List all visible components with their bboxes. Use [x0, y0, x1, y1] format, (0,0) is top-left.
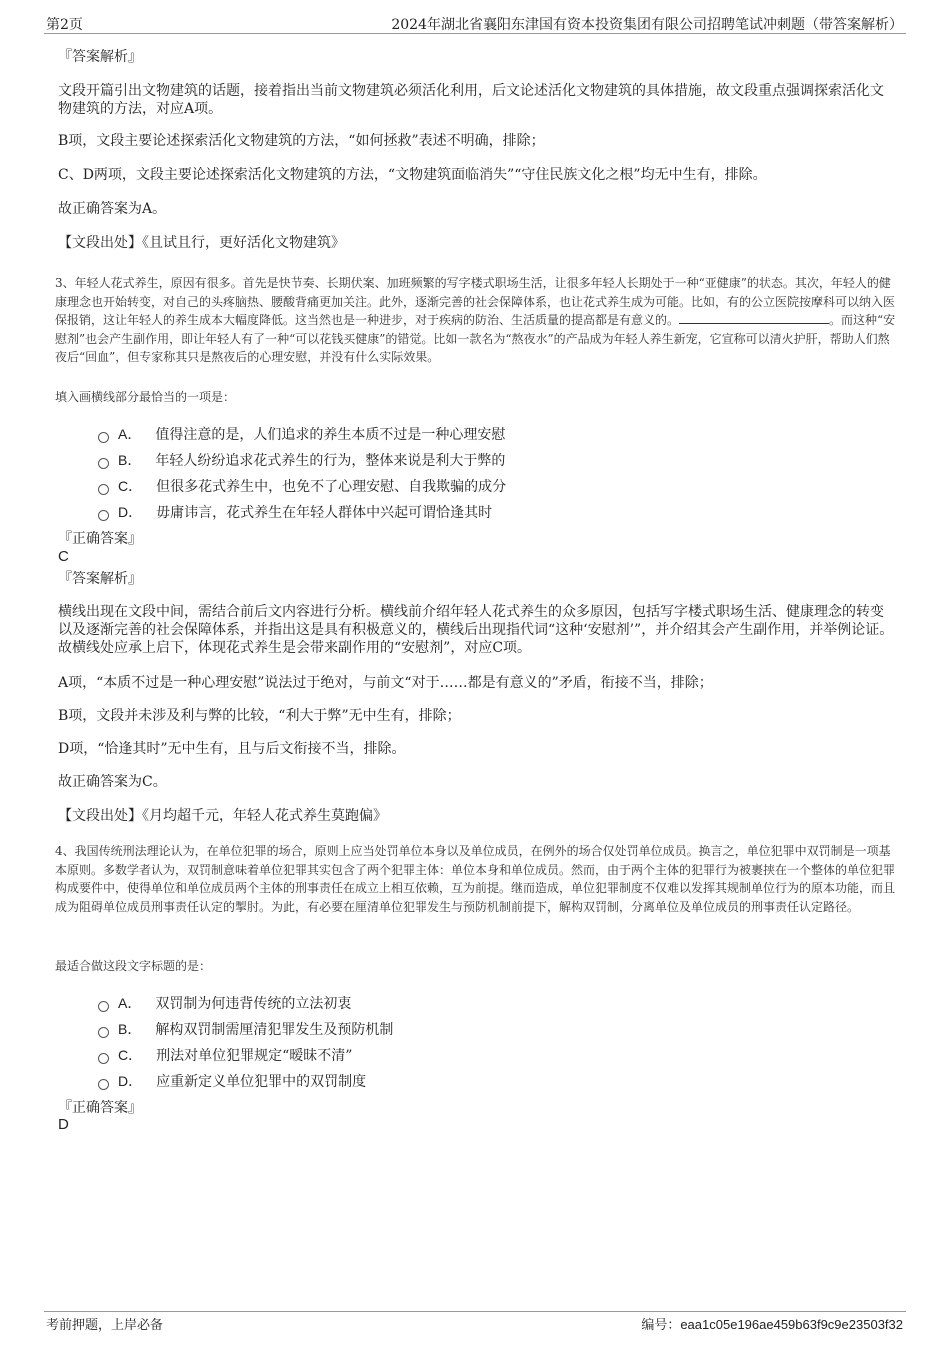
q2-conclusion: 故正确答案为A。 — [58, 201, 167, 217]
q3-option-d[interactable]: D． 毋庸讳言，花式养生在年轻人群体中兴起可谓恰逢其时 — [98, 502, 492, 522]
radio-icon[interactable] — [98, 458, 109, 469]
q4-option-b[interactable]: B． 解构双罚制需厘清犯罪发生及预防机制 — [98, 1019, 393, 1039]
q2-analysis-p1: 文段开篇引出文物建筑的话题，接着指出当前文物建筑必须活化利用，后文论述活化文物建筑的具体措施，故文段重点强调探索活化文物建筑的方法，对应A项。 — [58, 83, 884, 117]
page-number: 第2页 — [46, 17, 83, 33]
q3-blank — [679, 311, 829, 324]
q3-answer-label: 『正确答案』 — [58, 531, 142, 547]
q2-analysis-label: 『答案解析』 — [58, 49, 142, 65]
footer-code-value: eaa1c05e196ae459b63f9c9e23503f32 — [680, 1317, 903, 1332]
footer-slogan: 考前押题，上岸必备 — [46, 1318, 164, 1333]
q3-analysis-p1: 横线出现在文段中间，需结合前后文内容进行分析。横线前介绍年轻人花式养生的众多原因，包括写字楼式职场生活、健康理念的转变以及逐渐完善的社会保障体系，并指出这是具有积极意义的，横线后出现指代词“这种‘安慰剂’”，并介绍其会产生副作用，并举例论证。故横线处应承上启下，体现花式养生是会带来副作用的“安慰剂”，对应C项。 — [58, 604, 894, 656]
q4-option-a[interactable]: A． 双罚制为何违背传统的立法初衷 — [98, 993, 351, 1013]
radio-icon[interactable] — [98, 1053, 109, 1064]
q2-analysis-p3: C、D两项，文段主要论述探索活化文物建筑的方法，“文物建筑面临消失”“守住民族文化之根”均无中生有，排除。 — [58, 167, 767, 183]
q3-prompt: 填入画横线部分最恰当的一项是： — [55, 390, 236, 404]
footer-code — [641, 1314, 903, 1333]
q4-option-d[interactable]: D． 应重新定义单位犯罪中的双罚制度 — [98, 1071, 366, 1091]
q3-option-c[interactable]: C． 但很多花式养生中，也免不了心理安慰、自我欺骗的成分 — [98, 476, 506, 496]
q3-option-b[interactable]: B． 年轻人纷纷追求花式养生的行为，整体来说是利大于弊的 — [98, 450, 505, 470]
radio-icon[interactable] — [98, 1079, 109, 1090]
radio-icon[interactable] — [98, 510, 109, 521]
radio-icon[interactable] — [98, 1001, 109, 1012]
footer-divider — [44, 1311, 906, 1312]
footer-code-label: 编号： — [641, 1318, 681, 1333]
q3-stem-part2: 。而这种“安慰剂”也会产生副作用，即让年轻人有了一种“可以花钱买健康”的错觉。比如一款名为“熬夜水”的产品成为年轻人养生新宠，它宣称可以清火护肝，帮助人们熬夜后“回血”，但专家称其只是熬夜后的心理安慰，并没有什么实际效果。 — [55, 313, 896, 364]
q3-stem-part1: 3、年轻人花式养生，原因有很多。首先是快节奏、长期伏案、加班频繁的写字楼式职场生活，让很多年轻人长期处于一种“亚健康”的状态。其次，年轻人的健康理念也开始转变，对自己的头疼脑热、腰酸背痛更加关注。此外，逐渐完善的社会保障体系，也让花式养生成为可能。比如，有的公立医院按摩科可以纳入医保报销，这让年轻人的养生成本大幅度降低。这当然也是一种进步，对于疾病的防治、生活质量的提高都是有意义的。 — [55, 276, 896, 327]
header-divider — [44, 33, 906, 34]
q3-analysis-p3: B项，文段并未涉及利与弊的比较，“利大于弊”无中生有，排除； — [58, 708, 461, 724]
q4-option-c[interactable]: C． 刑法对单位犯罪规定“暧昧不清” — [98, 1045, 352, 1065]
q2-source: 【文段出处】《且试且行，更好活化文物建筑》 — [58, 235, 345, 251]
radio-icon[interactable] — [98, 432, 109, 443]
q3-analysis-label: 『答案解析』 — [58, 571, 142, 587]
q3-analysis-p4: D项，“恰逢其时”无中生有，且与后文衔接不当，排除。 — [58, 741, 406, 757]
document-title: 2024年湖北省襄阳东津国有资本投资集团有限公司招聘笔试冲刺题（带答案解析） — [391, 17, 903, 33]
q3-source: 【文段出处】《月均超千元，年轻人花式养生莫跑偏》 — [58, 808, 387, 824]
q3-conclusion: 故正确答案为C。 — [58, 774, 167, 790]
q4-prompt: 最适合做这段文字标题的是： — [55, 959, 212, 973]
radio-icon[interactable] — [98, 484, 109, 495]
q3-answer: C — [58, 548, 69, 565]
q4-answer: D — [58, 1116, 69, 1133]
q2-analysis-p2: B项，文段主要论述探索活化文物建筑的方法，“如何拯救”表述不明确，排除； — [58, 133, 545, 149]
q3-analysis-p2: A项，“本质不过是一种心理安慰”说法过于绝对，与前文“对于……都是有意义的”矛盾，衔接不当，排除； — [58, 675, 713, 691]
q3-option-a[interactable]: A． 值得注意的是，人们追求的养生本质不过是一种心理安慰 — [98, 424, 505, 444]
q4-stem: 4、我国传统刑法理论认为，在单位犯罪的场合，原则上应当处罚单位本身以及单位成员，在例外的场合仅处罚单位成员。换言之，单位犯罪中双罚制是一项基本原则。多数学者认为，双罚制意味着单位犯罪其实包含了两个犯罪主体：单位本身和单位成员。然而，由于两个主体的犯罪行为被裹挟在一个整体的单位犯罪构成要件中，使得单位和单位成员两个主体的刑事责任在成立上相互依赖，互为前提。继而造成，单位犯罪制度不仅难以发挥其规制单位行为的原本功能，而且成为阻碍单位成员刑事责任认定的掣肘。为此，有必要在厘清单位犯罪发生与预防机制前提下，解构双罚制，分离单位及单位成员的刑事责任认定路径。 — [55, 844, 896, 914]
q3-stem — [55, 274, 900, 367]
radio-icon[interactable] — [98, 1027, 109, 1038]
q4-answer-label: 『正确答案』 — [58, 1100, 142, 1116]
